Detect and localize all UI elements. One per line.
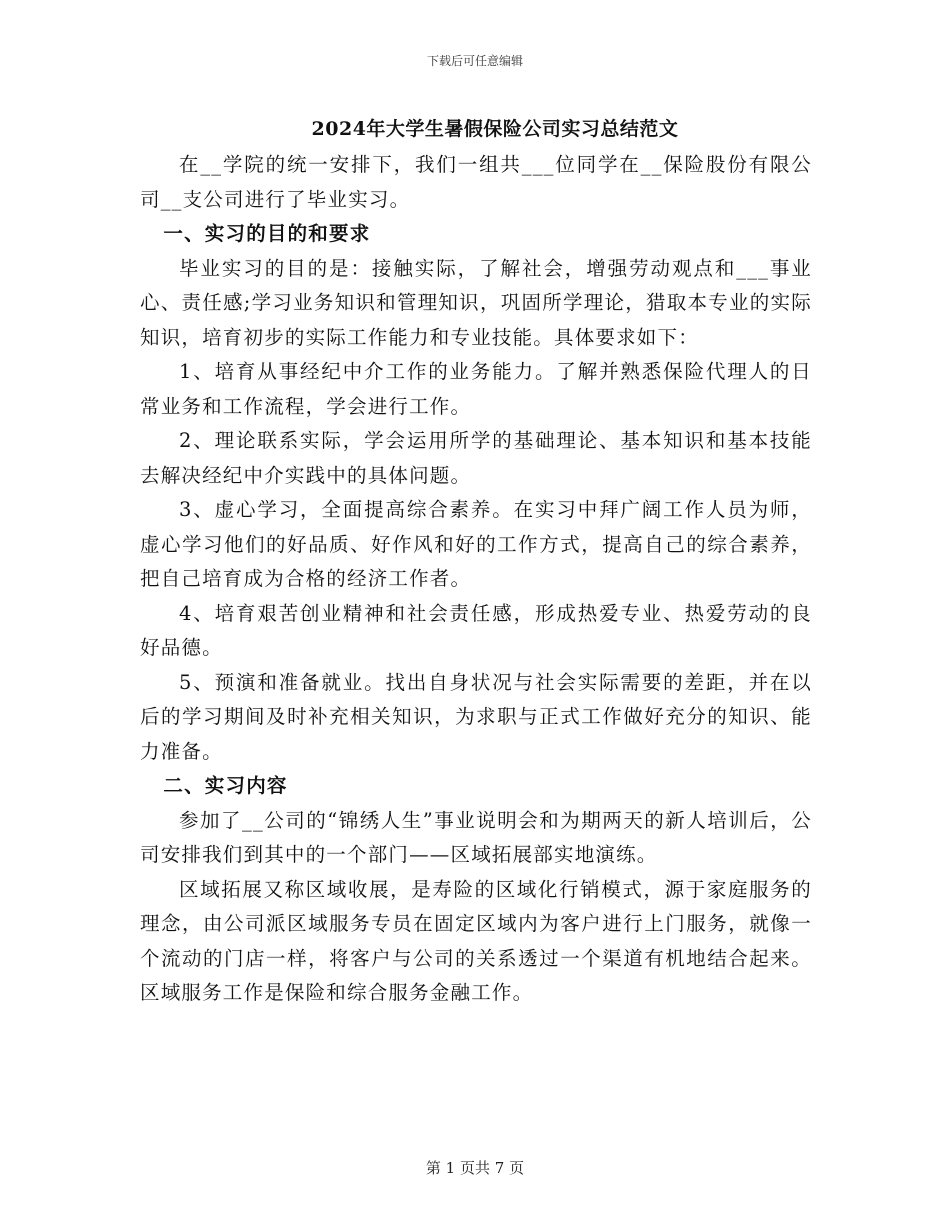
paragraph-purpose: 毕业实习的目的是：接触实际，了解社会，增强劳动观点和___事业心、责任感;学习业务知识和管理知识，巩固所学理论，猎取本专业的实际知识，培育初步的实际工作能力和专业技能。具体要求如下：: [140, 256, 812, 349]
paragraph-requirement-1: 1、培育从事经纪中介工作的业务能力。了解并熟悉保险代理人的日常业务和工作流程，学会进行工作。: [140, 360, 812, 418]
header-note: 下载后可任意编辑: [426, 54, 523, 68]
paragraph-requirement-3: 3、虚心学习，全面提高综合素养。在实习中拜广阔工作人员为师，虚心学习他们的好品质、好作风和好的工作方式，提高自己的综合素养，把自己培育成为合格的经济工作者。: [140, 498, 812, 590]
paragraph-requirement-4: 4、培育艰苦创业精神和社会责任感，形成热爱专业、热爱劳动的良好品德。: [140, 601, 812, 659]
paragraph-content-1: 参加了__公司的“锦绣人生”事业说明会和为期两天的新人培训后，公司安排我们到其中的一个部门——区域拓展部实地演练。: [140, 808, 812, 866]
paragraph-requirement-5: 5、预演和准备就业。找出自身状况与社会实际需要的差距，并在以后的学习期间及时补充相关知识，为求职与正式工作做好充分的知识、能力准备。: [140, 670, 812, 763]
page-title: 2024年大学生暑假保险公司实习总结范文: [311, 118, 679, 140]
page-indicator: 第 1 页共 7 页: [425, 1159, 525, 1177]
paragraph-content-2: 区域拓展又称区域收展，是寿险的区域化行销模式，源于家庭服务的理念，由公司派区域服务专员在固定区域内为客户进行上门服务，就像一个流动的门店一样，将客户与公司的关系透过一个渠道有机地结合起来。区域服务工作是保险和综合服务金融工作。: [140, 877, 812, 1004]
document-body: [140, 148, 812, 1011]
paragraph-requirement-2: 2、理论联系实际，学会运用所学的基础理论、基本知识和基本技能去解决经纪中介实践中的具体问题。: [140, 429, 812, 487]
paragraph-intro: 在__学院的统一安排下，我们一组共___位同学在__保险股份有限公司__支公司进行了毕业实习。: [140, 153, 812, 211]
section-heading-content: 二、实习内容: [163, 774, 288, 797]
section-heading-purpose: 一、实习的目的和要求: [163, 222, 371, 245]
